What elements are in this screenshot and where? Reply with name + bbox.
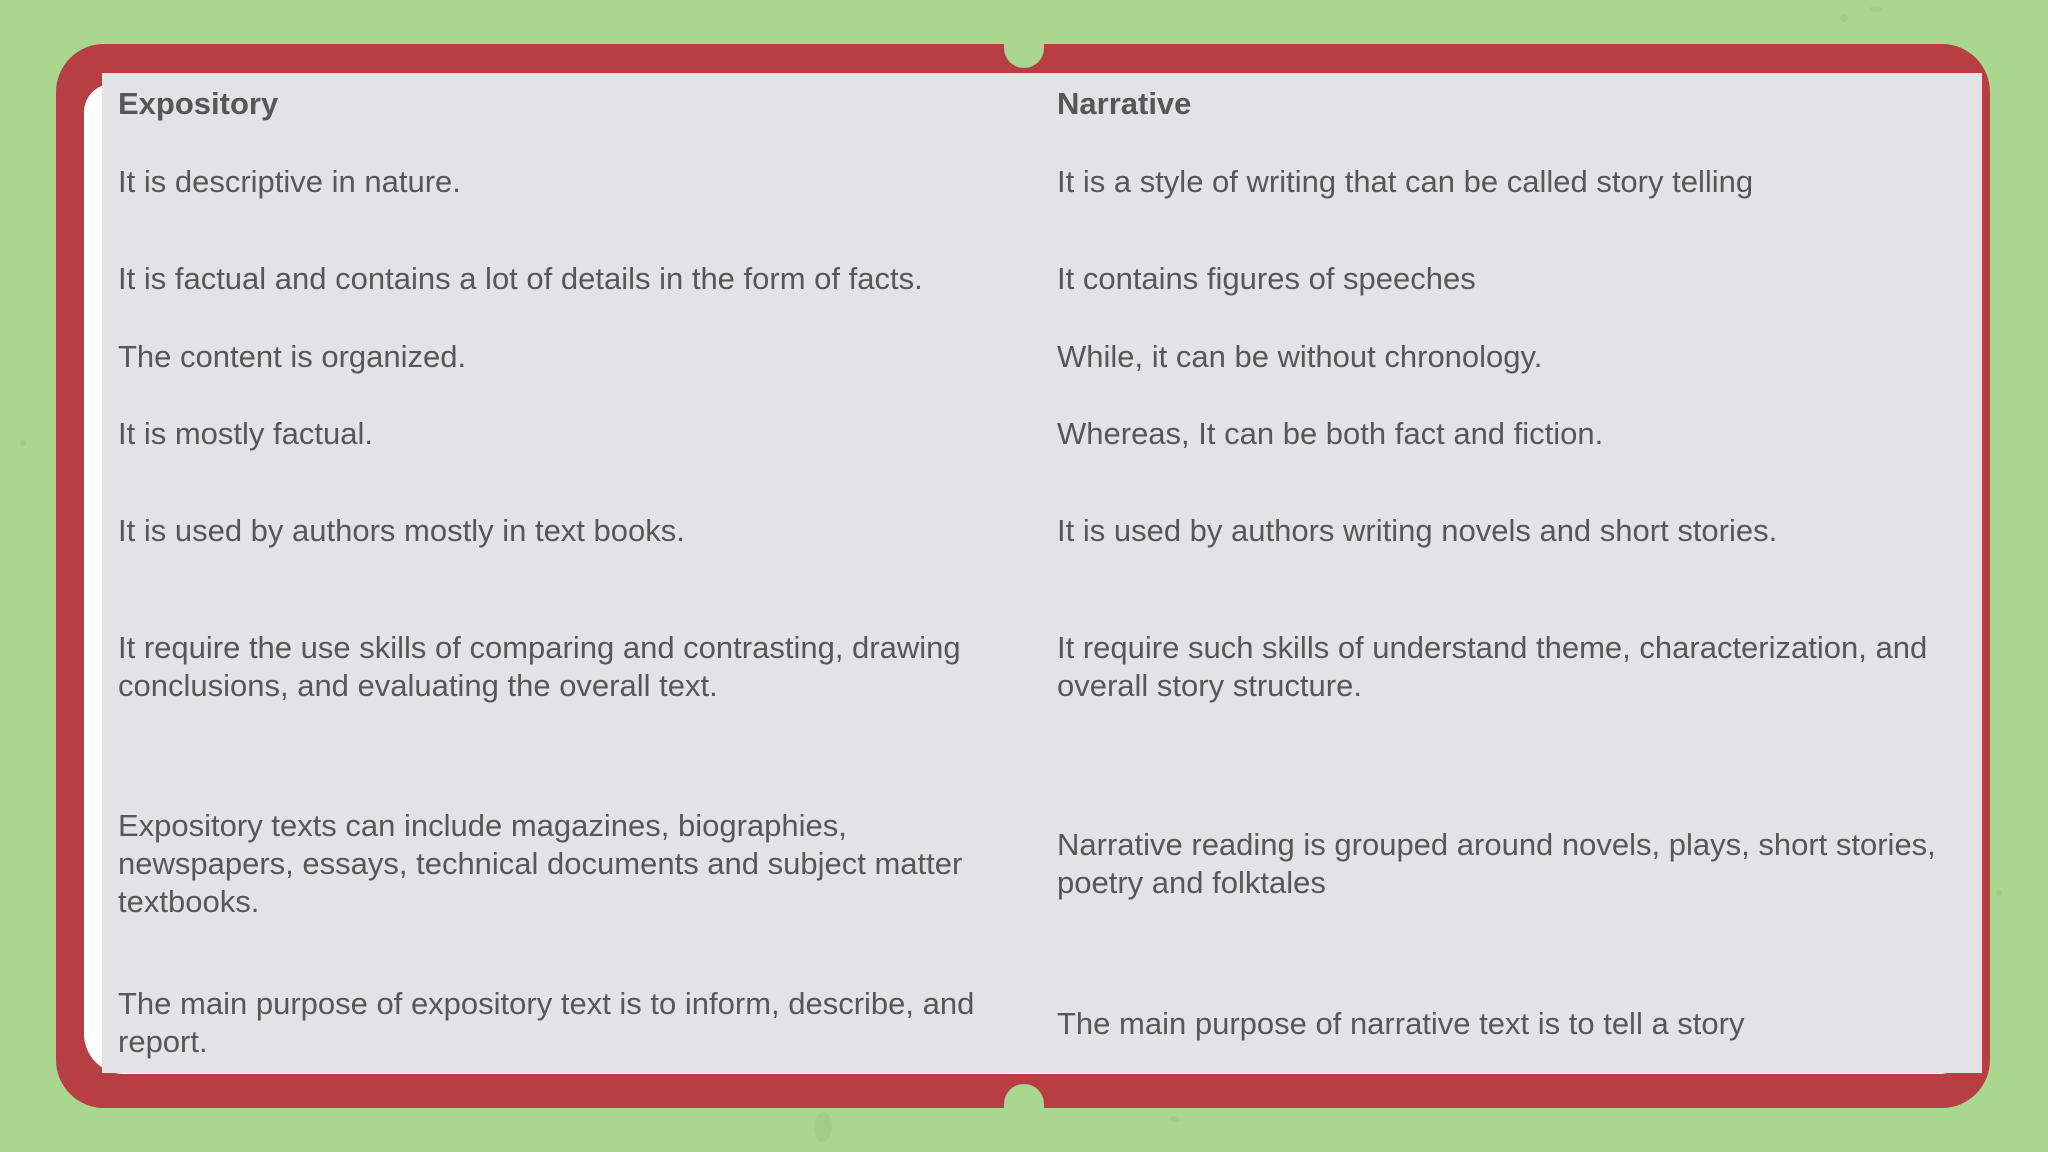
background-speck <box>814 1112 832 1142</box>
header-label: Narrative <box>1057 86 1192 121</box>
cell-text: It is factual and contains a lot of details in the form of facts. <box>118 261 923 296</box>
cell-text: It is used by authors mostly in text books. <box>118 513 685 548</box>
cell-text: It contains figures of speeches <box>1057 261 1476 296</box>
column-header-narrative <box>1057 84 1957 124</box>
cell-text: Expository texts can include magazines, biographies, newspapers, essays, technical documents and subject matter textbooks. <box>118 808 963 919</box>
table-cell-expository <box>118 807 1008 921</box>
cell-text: Narrative reading is grouped around novels, plays, short stories, poetry and folktales <box>1057 827 1936 900</box>
table-cell-narrative <box>1057 511 1957 551</box>
cell-text: While, it can be without chronology. <box>1057 339 1543 374</box>
cell-text: The main purpose of narrative text is to tell a story <box>1057 1006 1745 1041</box>
comparison-table <box>102 73 1982 1073</box>
cell-text: It require such skills of understand theme, characterization, and overall story structure. <box>1057 630 1928 703</box>
table-cell-expository <box>118 629 1008 705</box>
cell-text: It is a style of writing that can be called story telling <box>1057 164 1754 199</box>
header-label: Expository <box>118 86 279 121</box>
table-cell-narrative <box>1057 337 1957 377</box>
table-cell-narrative <box>1057 1004 1957 1044</box>
table-cell-expository <box>118 162 1008 202</box>
background-speck <box>1840 14 1848 22</box>
cell-text: The content is organized. <box>118 339 467 374</box>
table-cell-narrative <box>1057 259 1957 299</box>
table-cell-expository <box>118 337 1008 377</box>
table-cell-narrative <box>1057 162 1957 202</box>
background-speck <box>1170 1116 1180 1122</box>
table-cell-expository <box>118 259 1008 299</box>
table-cell-expository <box>118 511 1008 551</box>
cell-text: The main purpose of expository text is to inform, describe, and report. <box>118 986 975 1059</box>
table-cell-narrative <box>1057 414 1957 454</box>
cell-text: Whereas, It can be both fact and fiction. <box>1057 416 1604 451</box>
table-cell-expository <box>118 414 1008 454</box>
cell-text: It is descriptive in nature. <box>118 164 461 199</box>
table-cell-narrative <box>1057 826 1957 902</box>
cell-text: It require the use skills of comparing and contrasting, drawing conclusions, and evaluating the overall text. <box>118 630 961 703</box>
table-cell-expository <box>118 985 1008 1061</box>
background-speck <box>1996 890 2002 896</box>
cell-text: It is mostly factual. <box>118 416 373 451</box>
table-cell-narrative <box>1057 629 1957 705</box>
column-header-expository <box>118 84 1008 124</box>
background-speck <box>1870 6 1882 12</box>
background-speck <box>20 440 26 446</box>
cell-text: It is used by authors writing novels and short stories. <box>1057 513 1778 548</box>
